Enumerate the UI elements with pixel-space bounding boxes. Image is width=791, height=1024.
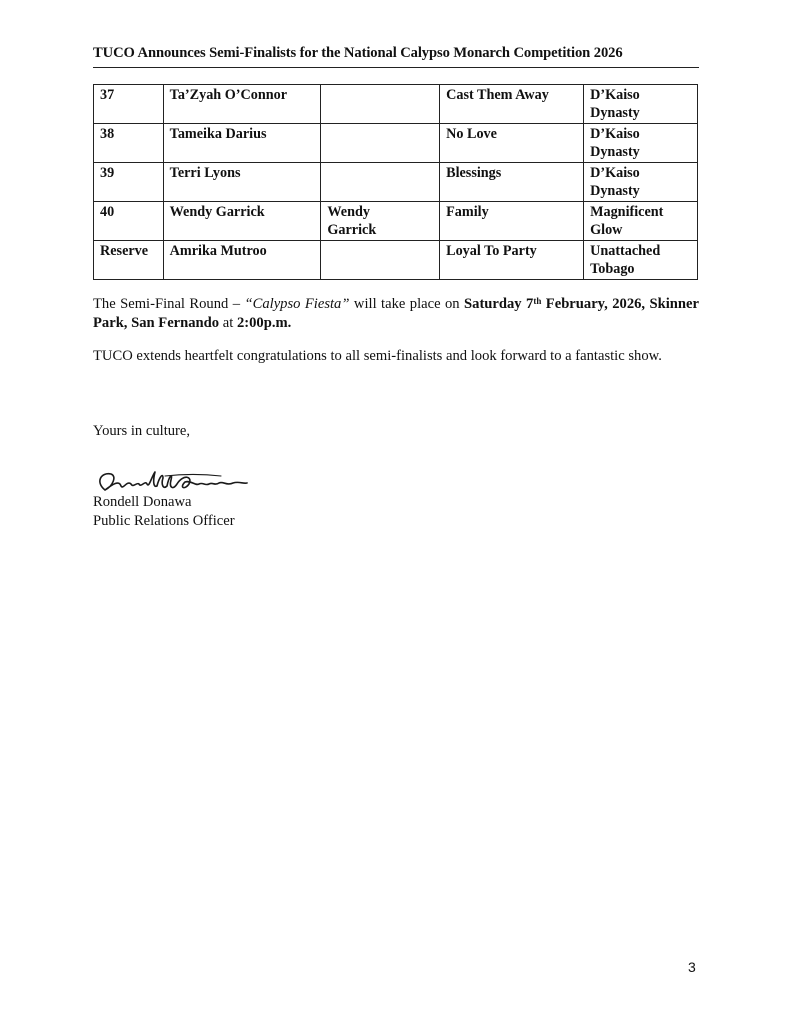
closing-salutation: Yours in culture, [93, 423, 191, 439]
performer-name: Tameika Darius [163, 124, 321, 163]
event-date [464, 296, 645, 312]
tent-name-line1: D’Kaiso [590, 87, 640, 103]
event-venue: Skinner Park, San Fernando [93, 296, 699, 331]
header-rule [93, 67, 699, 68]
tent-name-line2: Dynasty [590, 144, 640, 160]
tent-name-line2: Dynasty [590, 183, 640, 199]
tent-name-line1: Magnificent [590, 204, 664, 220]
song-title: Loyal To Party [440, 241, 584, 280]
writer-cell [321, 241, 440, 280]
writer-cell [321, 163, 440, 202]
event-date-rest: February, 2026, [545, 296, 646, 312]
tent-cell [584, 85, 698, 124]
writer-cell [321, 202, 440, 241]
page-number: 3 [688, 959, 696, 975]
document-header-title: TUCO Announces Semi-Finalists for the National Calypso Monarch Competition 2026 [93, 45, 623, 61]
tent-name-line2: Dynasty [590, 105, 640, 121]
event-time: 2:00p.m. [236, 315, 292, 331]
congratulations-paragraph: TUCO extends heartfelt congratulations to all semi-finalists and look forward to a fantastic show. [93, 348, 662, 364]
table-row [94, 85, 698, 124]
tent-name-line2: Glow [590, 222, 623, 238]
announcement-will-take-place: will take place on [353, 296, 460, 312]
announcement-at: at [222, 315, 234, 331]
table-row [94, 202, 698, 241]
tent-name-line1: D’Kaiso [590, 126, 640, 142]
event-name: “Calypso Fiesta” [244, 296, 350, 312]
tent-cell [584, 202, 698, 241]
writer-cell [321, 124, 440, 163]
performer-name: Terri Lyons [163, 163, 321, 202]
writer-name-line1: Wendy [327, 204, 370, 220]
table-row [94, 241, 698, 280]
table-row [94, 124, 698, 163]
writer-cell [321, 85, 440, 124]
semi-finalists-table [93, 84, 698, 280]
semi-final-announcement [93, 295, 699, 333]
event-date-day: Saturday 7 [464, 296, 534, 312]
event-date-suffix: th [533, 296, 542, 306]
performer-name: Amrika Mutroo [163, 241, 321, 280]
performer-name: Wendy Garrick [163, 202, 321, 241]
entry-number: 39 [94, 163, 164, 202]
song-title: Family [440, 202, 584, 241]
entry-number: Reserve [94, 241, 164, 280]
song-title: Cast Them Away [440, 85, 584, 124]
entry-number: 40 [94, 202, 164, 241]
song-title: No Love [440, 124, 584, 163]
song-title: Blessings [440, 163, 584, 202]
tent-name-line1: Unattached [590, 243, 661, 259]
performer-name: Ta’Zyah O’Connor [163, 85, 321, 124]
entry-number: 37 [94, 85, 164, 124]
tent-cell [584, 124, 698, 163]
tent-cell [584, 163, 698, 202]
table-row [94, 163, 698, 202]
tent-cell [584, 241, 698, 280]
tent-name-line2: Tobago [590, 261, 635, 277]
entry-number: 38 [94, 124, 164, 163]
signer-block [93, 493, 235, 531]
signer-title: Public Relations Officer [93, 513, 235, 529]
announcement-intro: The Semi-Final Round – [93, 296, 241, 312]
writer-name-line2: Garrick [327, 222, 377, 238]
signer-name: Rondell Donawa [93, 494, 192, 510]
tent-name-line1: D’Kaiso [590, 165, 640, 181]
